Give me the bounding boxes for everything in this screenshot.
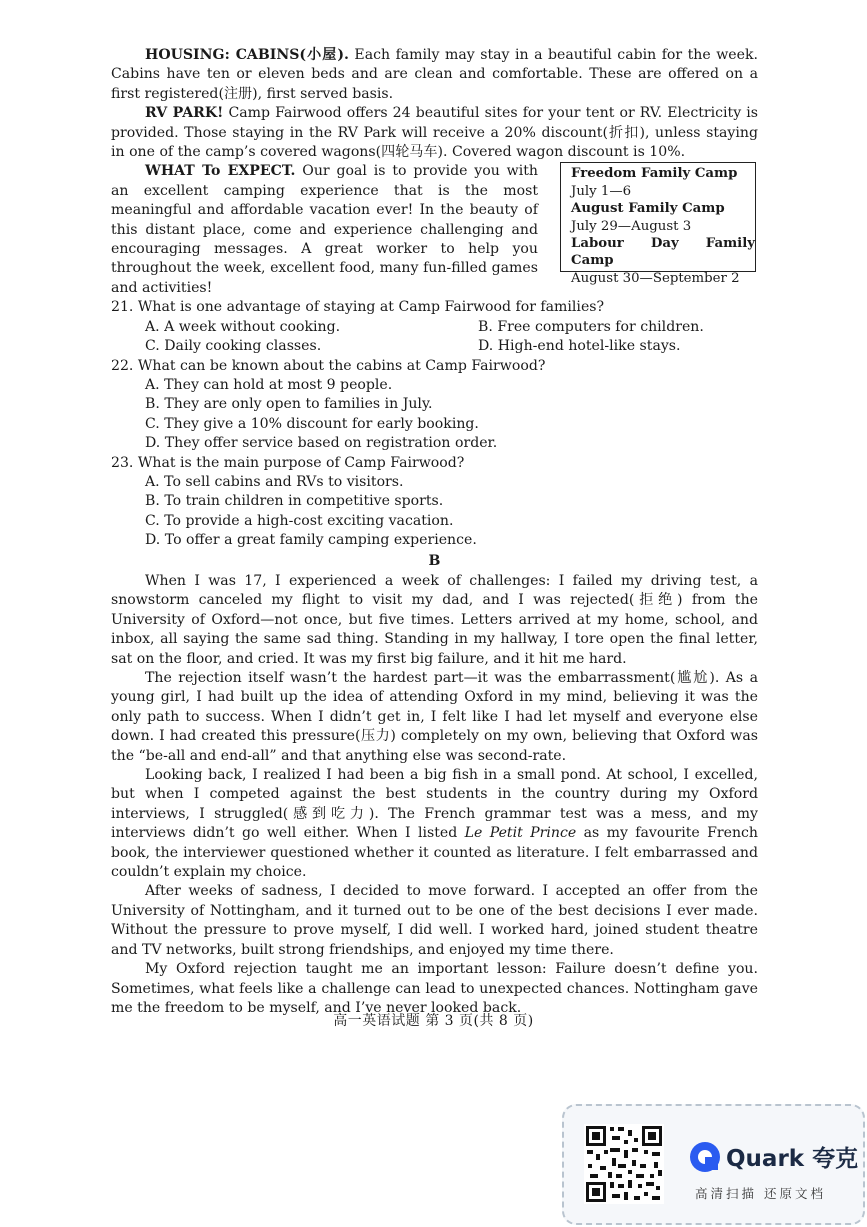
question-22: [111, 357, 758, 454]
question-stem: 22. What can be known about the cabins at Camp Fairwood?: [111, 357, 546, 374]
watermark-tagline: 高清扫描 还原文档: [695, 1186, 826, 1201]
option-a: A. A week without cooking.: [145, 318, 341, 335]
question-21: [111, 298, 758, 356]
camp-dates: July 29—August 3: [571, 218, 692, 234]
camp-name: Freedom Family Camp: [571, 166, 738, 182]
option-c: C. They give a 10% discount for early booking.: [145, 415, 479, 432]
passage-b-paragraph-1: When I was 17, I experienced a week of challenges: I failed my driving test, a snowstorm canceled my flight to visit my dad, and I was rejected(拒绝) from the University of Oxford—not once, but five times. Letters arrived at my home, school, and inbox, all saying the same sad thing. Standing in my hallway, I tore open the final letter, sat on the floor, and cried. It was my first big failure, and it hit me hard.: [111, 572, 758, 667]
housing-heading: HOUSING: CABINS(小屋).: [145, 47, 349, 63]
option-a: A. To sell cabins and RVs to visitors.: [145, 473, 404, 490]
camp-name: August Family Camp: [571, 201, 725, 217]
paragraph-text: as my favourite French book, the interviewer questioned whether it counted as literature. I felt embarrassed and couldn’t explain my choice.: [111, 825, 758, 881]
passage-b-paragraph-4: After weeks of sadness, I decided to move forward. I accepted an offer from the University of Nottingham, and it turned out to be one of the best decisions I ever made. Without the pressure to prove myself, I did well. I worked hard, joined student theatre and TV networks, built strong friendships, and enjoyed my time there.: [111, 883, 758, 958]
section-b-heading: B: [428, 552, 441, 569]
quark-logo-icon: [688, 1140, 859, 1176]
expect-section: [111, 162, 758, 298]
housing-paragraph: [111, 46, 758, 104]
rv-heading: RV PARK!: [145, 105, 224, 122]
option-c: C. Daily cooking classes.: [145, 338, 322, 355]
option-b: B. To train children in competitive sports.: [145, 493, 444, 510]
brand-text: Quark 夸克: [726, 1146, 859, 1172]
option-a: A. They can hold at most 9 people.: [145, 376, 393, 393]
option-row: [111, 337, 758, 356]
option-d: D. They offer service based on registration order.: [145, 435, 498, 452]
rv-text: Camp Fairwood offers 24 beautiful sites for your tent or RV. Electricity is provided. Those staying in the RV Park will receive a 20% discount(折扣), unless staying in one of the camp’s covered wagons(四轮马车). Covered wagon discount is 10%.: [111, 105, 758, 161]
book-title: Le Petit Prince: [464, 825, 577, 842]
passage-b-paragraph-3: [111, 766, 758, 882]
expect-text: Our goal is to provide you with an excellent camping experience that is the most meaningful and affordable vacation ever! In the beauty of this distant place, come and experience challenging and encouraging messages. A great worker to help you throughout the week, excellent food, many fun-filled games and activities!: [111, 163, 538, 296]
camp-name: Labour Day Family Camp: [571, 236, 755, 269]
camp-dates: August 30—September 2: [571, 270, 740, 286]
quark-watermark: [562, 1104, 865, 1225]
option-d: D. To offer a great family camping experience.: [145, 532, 477, 549]
question-23: [111, 454, 758, 551]
passage-b-paragraph-2: The rejection itself wasn’t the hardest part—it was the embarrassment(尴尬). As a young girl, I had built up the idea of attending Oxford in my mind, believing it was the only path to success. When I didn’t get in, I felt like I had let myself and everyone else down. I had created this pressure(压力) completely on my own, believing that Oxford was the “be-all and end-all” and that anything else was second-rate.: [111, 670, 758, 764]
exam-page: [111, 46, 758, 1018]
option-d: D. High-end hotel-like stays.: [478, 338, 681, 355]
expect-paragraph: [111, 162, 538, 298]
rv-paragraph: [111, 104, 758, 162]
option-row: [111, 318, 758, 337]
paragraph-text: Looking back, I realized I had been a big fish in a small pond. At school, I excelled, but when I competed against the best students in the country during my Oxford interviews, I struggled(感到吃力). The French grammar test was a mess, and my interviews didn’t go well either. When I listed: [111, 767, 758, 842]
housing-text: Each family may stay in a beautiful cabin for the week. Cabins have ten or eleven beds and are clean and comfortable. These are offered on a first registered(注册), first served basis.: [111, 47, 758, 102]
option-b: B. Free computers for children.: [478, 318, 704, 335]
question-stem: 21. What is one advantage of staying at Camp Fairwood for families?: [111, 299, 605, 316]
camp-dates: July 1—6: [571, 183, 632, 199]
option-c: C. To provide a high-cost exciting vacation.: [145, 512, 454, 529]
page-footer: 高一英语试题 第 3 页(共 8 页): [333, 1013, 534, 1029]
qr-code-icon: [584, 1124, 664, 1204]
camp-schedule-box: [560, 162, 756, 286]
option-b: B. They are only open to families in July.: [145, 396, 433, 413]
question-stem: 23. What is the main purpose of Camp Fairwood?: [111, 454, 465, 471]
expect-heading: WHAT To EXPECT.: [145, 163, 296, 180]
passage-b-paragraph-5: My Oxford rejection taught me an important lesson: Failure doesn’t define you. Sometimes, what feels like a challenge can lead to unexpected chances. Nottingham gave me the freedom to be myself, and I’ve never looked back.: [111, 961, 758, 1016]
